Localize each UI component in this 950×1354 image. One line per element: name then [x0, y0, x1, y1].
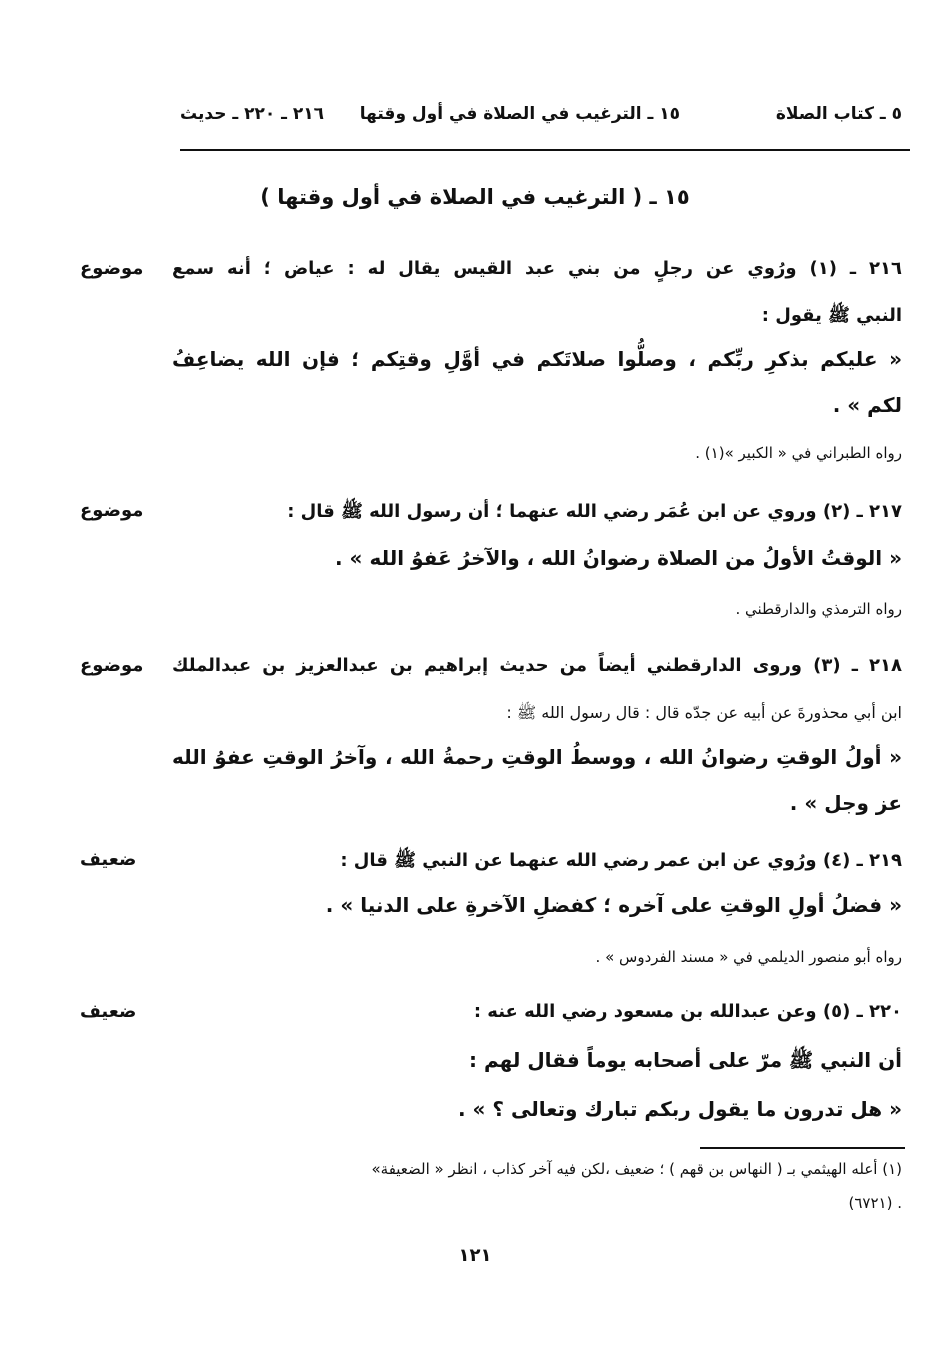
hadith-217-quote: « الوقتُ الأولُ من الصلاة رضوانُ الله ، والآخرُ عَفوُ الله » . [335, 546, 902, 570]
hadith-217-source: رواه الترمذي والدارقطني . [735, 600, 902, 618]
hadith-217-intro: ٢١٧ ـ (٢) وروي عن ابن عُمَر رضي الله عنهما ؛ أن رسول الله ﷺ قال : [287, 501, 902, 522]
hadith-216-grade: موضوع [80, 258, 144, 279]
running-header-chapter: ٥ ـ كتاب الصلاة [775, 104, 902, 124]
hadith-219-intro: ٢١٩ ـ (٤) ورُوي عن ابن عمر رضي الله عنهما عن النبي ﷺ قال : [340, 850, 902, 871]
hadith-219-quote: « فضلُ أولِ الوقتِ على آخره ؛ كفضلِ الآخرةِ على الدنيا » . [325, 893, 902, 917]
footnote-rule [700, 1147, 905, 1149]
hadith-218-quote-line-2: عز وجل » . [789, 791, 902, 815]
page-number: ١٢١ [458, 1245, 492, 1266]
hadith-218-intro-line-2: ابن أبي محذورةَ عن أبيه عن جدّه قال : قال رسول الله ﷺ : [506, 703, 902, 722]
hadith-218-intro-line-1: ٢١٨ ـ (٣) وروى الدارقطني أيضاً من حديث إبراهيم بن عبدالعزيز بن عبدالملك [172, 655, 902, 676]
running-header-range: ٢١٦ ـ ٢٢٠ ـ حديث [180, 104, 325, 124]
footnote-line-2: (٦٧٢١) . [848, 1194, 902, 1212]
hadith-216-source: رواه الطبراني في « الكبير »(١) . [695, 444, 902, 462]
hadith-219-grade: ضعيف [80, 849, 137, 870]
footnote-line-1: (١) أعله الهيثمي بـ ( النهاس بن قهم ) ؛ ضعيف ،لكن فيه آخر كذاب ، انظر « الضعيفة» [371, 1160, 902, 1178]
section-title: ١٥ ـ ( الترغيب في الصلاة في أول وقتها ) [260, 185, 690, 209]
hadith-216-quote-line-1: « عليكم بذكرِ ربِّكم ، وصلُّوا صلاتَكم في أوَّلِ وقتِكم ؛ فإن الله يضاعِفُ [172, 347, 902, 371]
hadith-217-grade: موضوع [80, 500, 144, 521]
hadith-220-quote-line-2: « هل تدرون ما يقول ربكم تبارك وتعالى ؟ » . [457, 1097, 902, 1121]
hadith-219-source: رواه أبو منصور الديلمي في « مسند الفردوس » . [595, 948, 902, 966]
hadith-220-intro: ٢٢٠ ـ (٥) وعن عبدالله بن مسعود رضي الله عنه : [473, 1001, 902, 1022]
running-header-section: ١٥ ـ الترغيب في الصلاة في أول وقتها [359, 104, 680, 124]
hadith-216-quote-line-2: لكم » . [832, 393, 902, 417]
hadith-220-grade: ضعيف [80, 1001, 137, 1022]
hadith-218-grade: موضوع [80, 655, 144, 676]
hadith-218-quote-line-1: « أولُ الوقتِ رضوانُ الله ، ووسطُ الوقتِ رحمةُ الله ، وآخرُ الوقتِ عفوُ الله [172, 745, 902, 769]
hadith-216-intro-line-2: النبي ﷺ يقول : [761, 305, 902, 326]
hadith-220-quote-line-1: أن النبي ﷺ مرّ على أصحابه يوماً فقال لهم : [469, 1048, 902, 1072]
hadith-216-intro-line-1: ٢١٦ ـ (١) ورُوي عن رجلٍ من بني عبد القيس يقال له : عياض ؛ أنه سمع [172, 258, 902, 279]
header-rule [180, 149, 910, 151]
